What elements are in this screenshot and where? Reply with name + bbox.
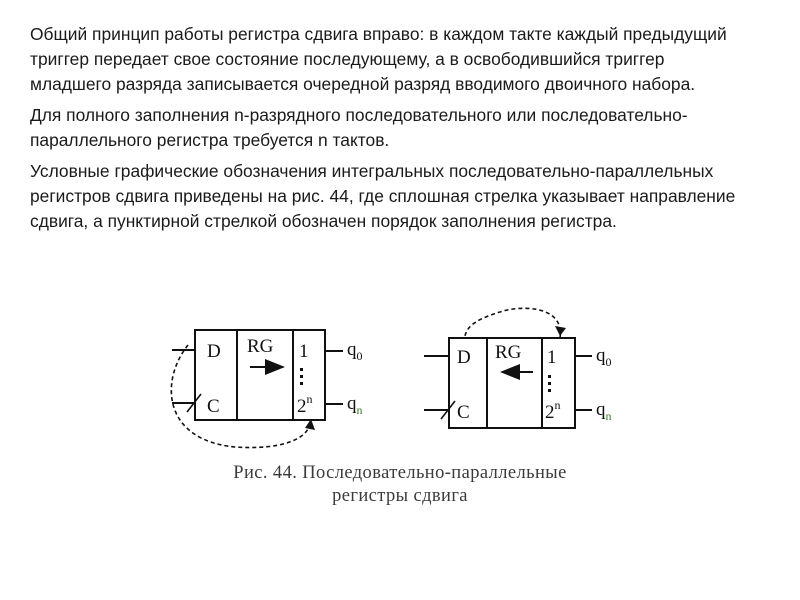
register-left-output-qn: $q_n$	[347, 393, 363, 417]
register-right-output-q0: $q_0$	[596, 345, 612, 369]
register-right-fill-order-arrow	[465, 308, 560, 338]
register-right-input-c: C	[457, 402, 470, 423]
register-right	[424, 308, 612, 428]
register-left	[171, 330, 362, 448]
register-right-label-rg: RG	[495, 342, 522, 363]
paragraph-shift-principle: Общий принцип работы регистра сдвига вправо: в каждом такте каждый предыдущий триггер передает свое состояние последующему, а в освободившийся триггер младшего разряда записывается очередной разряд вводимого двоичного набора.	[30, 24, 727, 94]
figure-caption	[175, 462, 625, 508]
register-left-input-d: D	[207, 341, 221, 362]
register-right-bit-last: 2$^n$	[545, 398, 561, 423]
register-right-bit-first: 1	[547, 347, 557, 368]
register-left-label-rg: RG	[247, 336, 274, 357]
register-left-fill-order-arrow	[171, 345, 310, 448]
register-left-bit-first: 1	[299, 341, 309, 362]
register-right-fill-order-arrowhead	[555, 326, 566, 336]
register-left-input-c: C	[207, 396, 220, 417]
register-left-bit-last: 2$^n$	[297, 392, 313, 417]
paragraph-fill-cycles: Для полного заполнения n-разрядного последовательного или последовательно-параллельного регистра требуется n тактов.	[30, 105, 688, 150]
paragraph-figure-description: Условные графические обозначения интегральных последовательно-параллельных регистров сдвига приведены на рис. 44, где сплошная стрелка указывает направление сдвига, а пунктирной стрелкой обозначен порядок заполнения регистра.	[30, 161, 736, 231]
register-right-ellipsis	[548, 375, 551, 392]
register-right-input-d: D	[457, 347, 471, 368]
figure-caption-line-1: Рис. 44. Последовательно-параллельные	[233, 463, 567, 483]
register-right-output-qn: $q_n$	[596, 399, 612, 423]
register-left-output-q0: $q_0$	[347, 339, 363, 363]
register-left-ellipsis	[300, 368, 303, 385]
figure-caption-line-2: регистры сдвига	[332, 486, 468, 506]
